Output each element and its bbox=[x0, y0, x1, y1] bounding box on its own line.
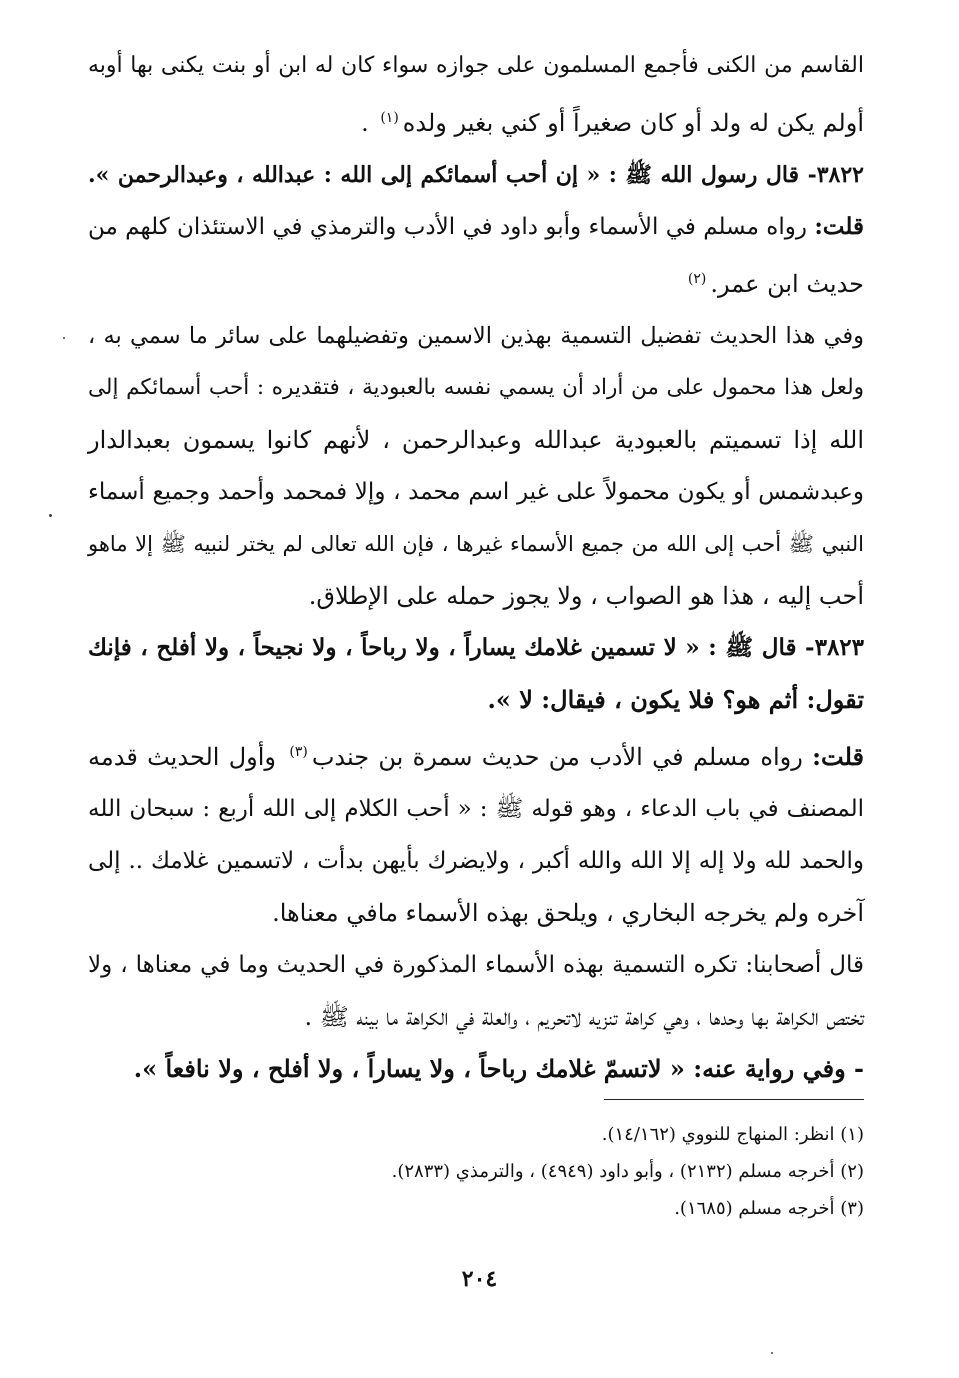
riwaya-line bbox=[88, 1043, 864, 1095]
text-line bbox=[88, 40, 864, 92]
text-line bbox=[88, 939, 864, 991]
page-number: ٢٠٤ bbox=[461, 1266, 498, 1292]
line-text: وفي هذا الحديث تفضيل التسمية بهذين الاسمين وتفضيلهما على سائر ما سمي به ، bbox=[88, 323, 864, 349]
scan-speck bbox=[63, 337, 65, 339]
text-line bbox=[88, 726, 864, 783]
qultu-label: قلت: bbox=[812, 742, 865, 771]
hadith-text-line bbox=[88, 674, 864, 726]
text-line bbox=[88, 253, 864, 310]
line-text-after: . bbox=[361, 109, 377, 137]
footnote-marker[interactable]: (٢) bbox=[687, 271, 707, 287]
text-line bbox=[88, 92, 864, 149]
line-text: آخره ولم يخرجه البخاري ، ويلحق بهذه الأسماء مافي معناها. bbox=[272, 899, 864, 927]
line-text: والحمد لله ولا إله إلا الله والله أكبر ، ولايضرك بأيهن بدأت ، لاتسمين غلامك .. إلى bbox=[88, 848, 864, 874]
text-line bbox=[88, 466, 864, 518]
text-line bbox=[88, 518, 864, 570]
hadith-text: « لا تسمين غلامك يساراً ، ولا رباحاً ، ولا نجيحاً ، ولا أفلح ، فإنك bbox=[88, 634, 709, 661]
hadith-heading bbox=[88, 622, 864, 674]
footnote-divider bbox=[604, 1099, 864, 1100]
line-text: تختص الكراهة بها وحدها ، وهي كراهة تنزيه لاتحريم ، والعلة في الكراهة ما بينه ﷺ . bbox=[304, 1003, 864, 1031]
scan-speck bbox=[771, 1352, 773, 1354]
line-text: القاسم من الكنى فأجمع المسلمون على جوازه سواء كان له ابن أو بنت يكنى بها أوبه bbox=[88, 53, 864, 78]
line-text: وعبدشمس أو يكون محمولاً على غير اسم محمد ، وإلا فمحمد وأحمد وجميع أسماء bbox=[88, 479, 864, 505]
footnote-1: (١) انظر: المنهاج للنووي (١٤/١٦٢). bbox=[601, 1124, 864, 1145]
line-text: أحب إليه ، هذا هو الصواب ، ولا يجوز حمله على الإطلاق. bbox=[308, 582, 864, 610]
footnotes bbox=[364, 1116, 864, 1227]
hadith-number: ٣٨٢٢- قال رسول الله ﷺ : bbox=[608, 162, 864, 188]
line-text: قال أصحابنا: تكره التسمية بهذه الأسماء المذكورة في الحديث وما في معناها ، ولا bbox=[88, 952, 864, 978]
footnote-marker[interactable]: (١) bbox=[380, 110, 399, 126]
hadith-text: « إن أحب أسمائكم إلى الله : عبدالله ، وعبدالرحمن ». bbox=[88, 162, 609, 188]
hadith-number: ٣٨٢٣- قال ﷺ : bbox=[708, 634, 865, 661]
hadith-text: تقول: أثم هو؟ فلا يكون ، فيقال: لا ». bbox=[487, 685, 864, 714]
page-body bbox=[88, 40, 864, 1095]
qultu-label: قلت: bbox=[814, 213, 864, 240]
text-line bbox=[88, 835, 864, 887]
line-text: - وفي رواية عنه: « لاتسمّ غلامك رباحاً ، ولا يساراً ، ولا أفلح ، ولا نافعاً ». bbox=[133, 1054, 864, 1083]
line-text-after: وأول الحديث قدمه bbox=[88, 743, 286, 771]
text-line bbox=[88, 783, 864, 835]
text-line bbox=[88, 201, 864, 253]
text-line bbox=[88, 362, 864, 414]
footnote-2: (٢) أخرجه مسلم (٢١٣٢) ، وأبو داود (٤٩٤٩) ، والترمذي (٢٨٣٣). bbox=[391, 1161, 864, 1182]
hadith-heading bbox=[88, 149, 864, 201]
line-text: المصنف في باب الدعاء ، وهو قوله ﷺ : « أحب الكلام إلى الله أربع : سبحان الله bbox=[88, 796, 864, 822]
text-line bbox=[88, 570, 864, 622]
scan-speck bbox=[49, 514, 52, 517]
line-text: الله إذا تسميتم بالعبودية عبدالله وعبدالرحمن ، لأنهم كانوا يسمون بعبدالدار bbox=[88, 426, 864, 454]
text-line bbox=[88, 991, 864, 1043]
line-text: رواه مسلم في الأدب من حديث سمرة بن جندب bbox=[311, 743, 813, 771]
footnote-marker[interactable]: (٣) bbox=[289, 744, 308, 760]
text-line bbox=[88, 414, 864, 466]
text-line bbox=[88, 310, 864, 362]
line-text: ولعل هذا محمول على من أراد أن يسمي نفسه بالعبودية ، فتقديره : أحب أسمائكم إلى bbox=[88, 375, 864, 400]
line-text: النبي ﷺ أحب إلى الله من جميع الأسماء غيرها ، فإن الله تعالى لم يختر لنبيه ﷺ إلا ماهو bbox=[88, 532, 864, 556]
line-text: أولم يكن له ولد أو كان صغيراً أو كني بغير ولده bbox=[402, 109, 864, 137]
text-line bbox=[88, 887, 864, 939]
line-text: رواه مسلم في الأسماء وأبو داود في الأدب والترمذي في الاستئذان كلهم من bbox=[88, 214, 815, 240]
footnote-3: (٣) أخرجه مسلم (١٦٨٥). bbox=[674, 1198, 864, 1219]
line-text: حديث ابن عمر. bbox=[710, 270, 864, 298]
